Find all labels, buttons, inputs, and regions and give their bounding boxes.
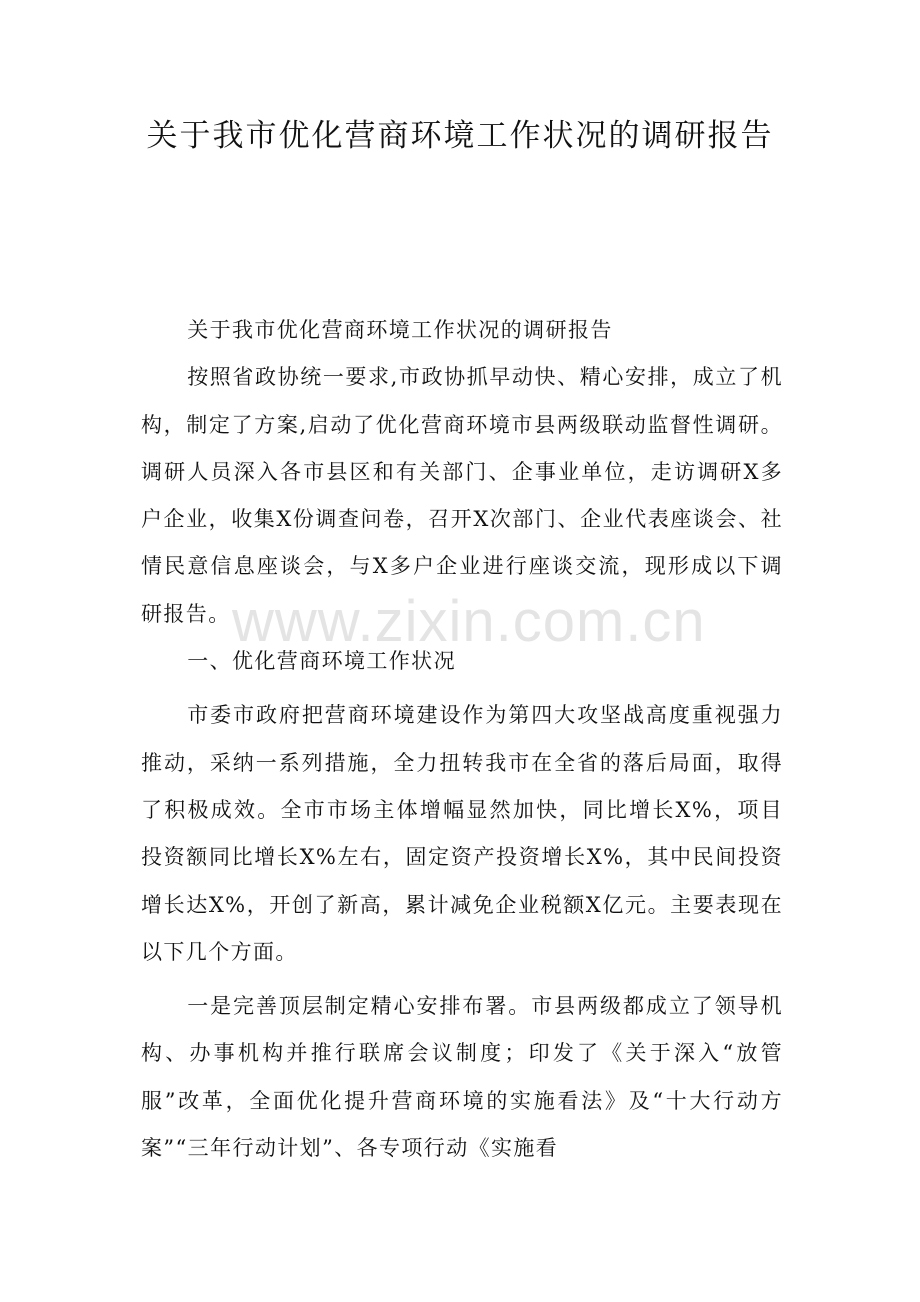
document-title: 关于我市优化营商环境工作状况的调研报告 [146,118,774,154]
section-heading: 一、优化营商环境工作状况 [187,649,456,674]
watermark: www.zixin.com.cn [232,589,706,654]
paragraph-subtitle: 关于我市优化营商环境工作状况的调研报告 [187,318,613,342]
paragraph-point-one: 一是完善顶层制定精心安排布署。市县两级都成立了领导机构、办事机构并推行联席会议制度；印发了《关于深入“放管服”改革，全面优化提升营商环境的实施看法》及“十大行动方案”“三年行动计划”、各专项行动《实施看 [141,994,783,1161]
document-body [141,307,783,1172]
paragraph-overview: 市委市政府把营商环境建设作为第四大攻坚战高度重视强力推动，采纳一系列措施，全力扭转我市在全省的落后局面，取得了积极成效。全市市场主体增幅显然加快，同比增长X%，项目投资额同比增长X%左右，固定资产投资增长X%，其中民间投资增长达X%，开创了新高，累计减免企业税额X亿元。主要表现在以下几个方面。 [141,703,783,964]
paragraph-intro: 按照省政协统一要求,市政协抓早动快、精心安排，成立了机构，制定了方案,启动了优化营商环境市县两级联动监督性调研。调研人员深入各市县区和有关部门、企事业单位，走访调研X多户企业，收集X份调查问卷，召开X次部门、企业代表座谈会、社情民意信息座谈会，与X多户企业进行座谈交流，现形成以下调研报告。 [141,365,783,626]
